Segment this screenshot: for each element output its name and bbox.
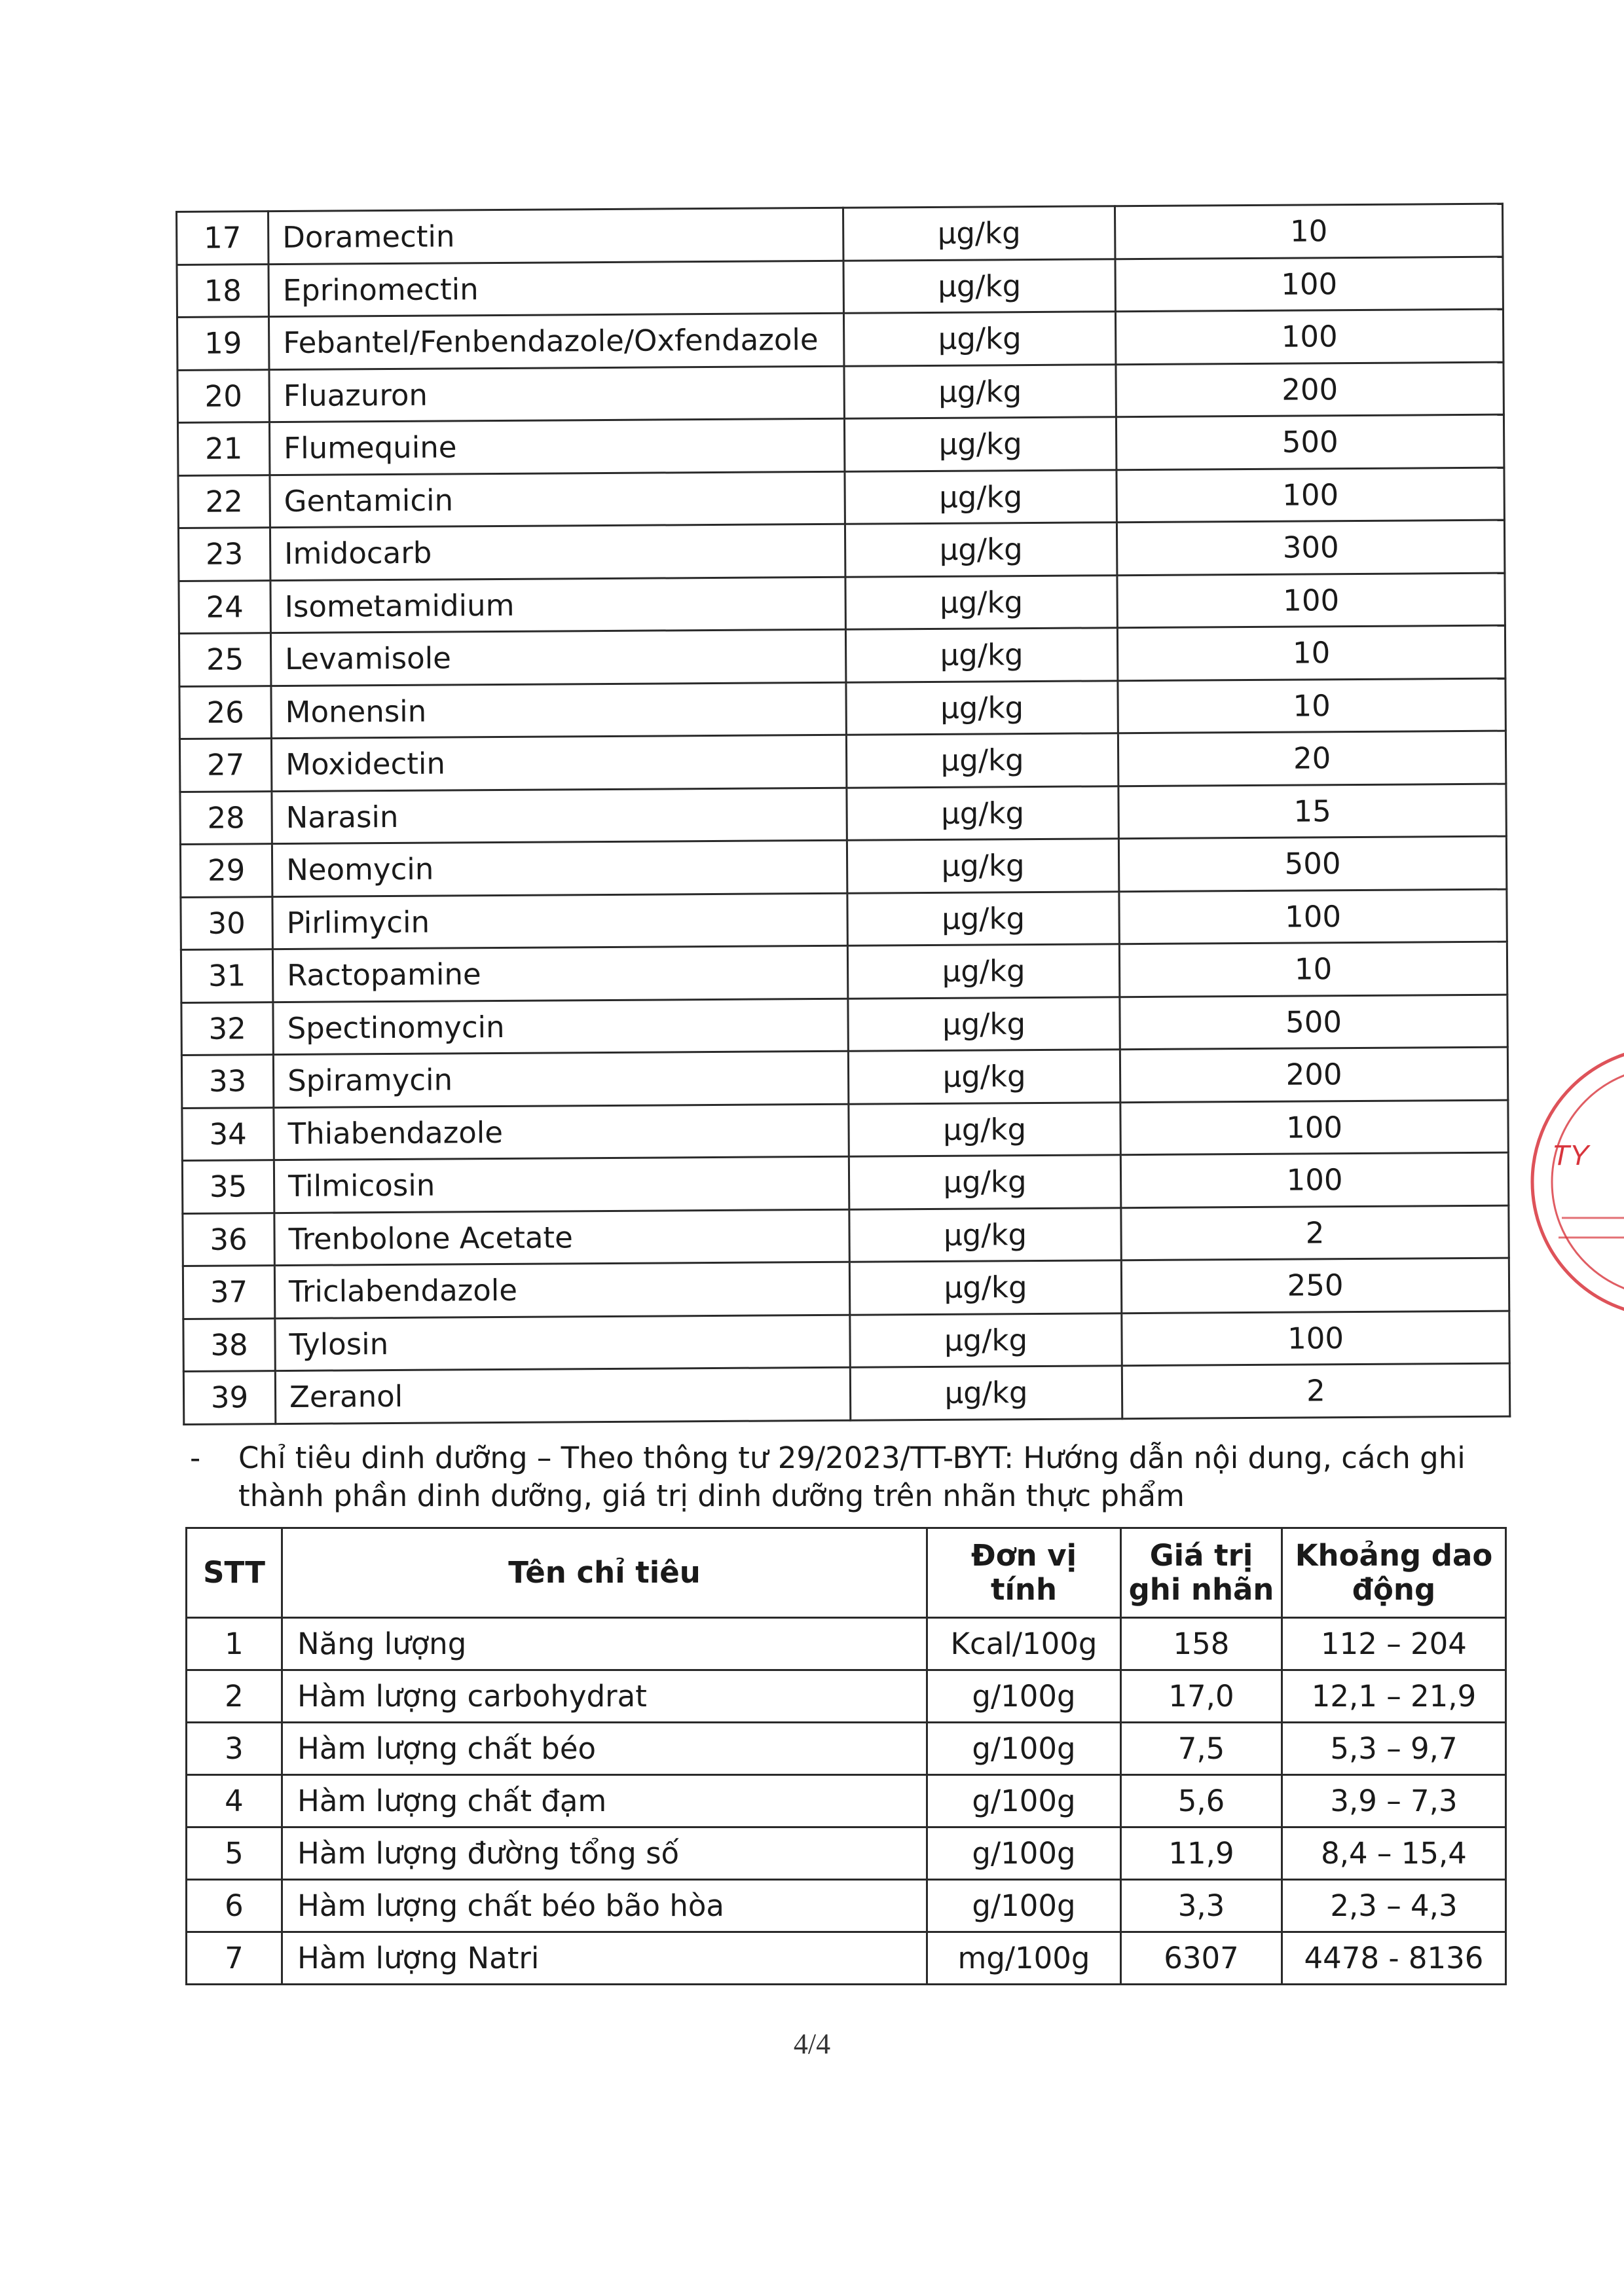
table-row <box>181 1047 1507 1108</box>
table-row <box>180 836 1506 897</box>
row-name: Doramectin <box>268 208 843 264</box>
row-unit: µg/kg <box>849 1207 1121 1262</box>
row-stt: 2 <box>187 1670 282 1723</box>
table-row <box>187 1618 1506 1670</box>
row-name: Ractopamine <box>272 946 847 1002</box>
table-row <box>182 1100 1508 1161</box>
row-name: Hàm lượng đường tổng số <box>282 1827 927 1880</box>
table-row <box>181 942 1507 1002</box>
row-name: Hàm lượng carbohydrat <box>282 1670 927 1723</box>
row-unit: µg/kg <box>844 364 1116 418</box>
table-row <box>181 889 1507 950</box>
row-unit: µg/kg <box>849 1155 1120 1209</box>
table-row <box>177 309 1503 370</box>
row-name: Spectinomycin <box>273 999 848 1055</box>
nutrition-note <box>190 1439 1506 1515</box>
table-row <box>187 1775 1506 1827</box>
row-stt: 36 <box>183 1213 274 1266</box>
row-range: 2,3 – 4,3 <box>1282 1880 1506 1932</box>
table-row <box>187 1827 1506 1880</box>
row-name: Spiramycin <box>273 1051 848 1107</box>
row-limit: 15 <box>1118 784 1506 839</box>
note-text: Chỉ tiêu dinh dưỡng – Theo thông tư 29/2023/TT-BYT: Hướng dẫn nội dung, cách ghi thành phần dinh dưỡng, giá trị dinh dưỡng trên nhãn thực phẩm <box>238 1441 1466 1513</box>
table-row <box>178 468 1504 528</box>
row-unit: g/100g <box>927 1775 1121 1827</box>
row-name: Tylosin <box>275 1315 850 1371</box>
row-unit: µg/kg <box>849 1260 1121 1315</box>
row-limit: 300 <box>1116 520 1504 575</box>
row-name: Eprinomectin <box>268 261 843 317</box>
row-stt: 25 <box>179 633 270 686</box>
row-stt: 38 <box>183 1318 275 1371</box>
header-name: Tên chỉ tiêu <box>282 1528 927 1618</box>
row-unit: µg/kg <box>850 1313 1122 1367</box>
page-number: 4/4 <box>793 2028 831 2060</box>
row-name: Neomycin <box>272 840 847 896</box>
row-unit: µg/kg <box>847 839 1118 893</box>
row-limit: 100 <box>1122 1311 1509 1366</box>
row-stt: 30 <box>181 896 272 949</box>
row-unit: µg/kg <box>848 1050 1120 1104</box>
header-unit-line2: tính <box>990 1572 1057 1607</box>
residue-limit-table <box>175 203 1511 1425</box>
table-row <box>177 257 1503 318</box>
row-limit: 10 <box>1118 678 1505 733</box>
row-name: Thiabendazole <box>274 1104 849 1160</box>
row-limit: 100 <box>1119 889 1507 944</box>
table-row <box>178 520 1504 581</box>
company-seal-stamp <box>1526 1041 1624 1329</box>
row-stt: 5 <box>187 1827 282 1880</box>
row-stt: 6 <box>187 1880 282 1932</box>
row-value: 5,6 <box>1121 1775 1282 1827</box>
header-unit <box>927 1528 1121 1618</box>
table-row <box>182 1152 1508 1213</box>
row-range: 5,3 – 9,7 <box>1282 1723 1506 1775</box>
seal-text: TY <box>1552 1139 1589 1171</box>
row-unit: g/100g <box>927 1880 1121 1932</box>
row-limit: 200 <box>1120 1047 1507 1102</box>
row-stt: 31 <box>181 949 272 1002</box>
row-unit: µg/kg <box>850 1366 1122 1420</box>
row-name: Năng lượng <box>282 1618 927 1670</box>
note-dash: - <box>190 1441 201 1475</box>
header-value <box>1121 1528 1282 1618</box>
table-row <box>187 1723 1506 1775</box>
row-limit: 100 <box>1115 309 1503 364</box>
row-stt: 33 <box>181 1055 273 1108</box>
row-limit: 10 <box>1115 204 1502 259</box>
row-stt: 20 <box>177 369 269 422</box>
table-row <box>187 1880 1506 1932</box>
row-unit: g/100g <box>927 1723 1121 1775</box>
header-value-line1: Giá trị <box>1149 1538 1253 1573</box>
row-name: Febantel/Fenbendazole/Oxfendazole <box>268 313 843 369</box>
header-range <box>1282 1528 1506 1618</box>
header-range-line2: động <box>1352 1572 1436 1607</box>
row-unit: Kcal/100g <box>927 1618 1121 1670</box>
row-value: 17,0 <box>1121 1670 1282 1723</box>
row-name: Imidocarb <box>270 524 845 580</box>
table-row <box>179 573 1505 634</box>
row-name: Narasin <box>272 788 847 844</box>
row-stt: 22 <box>178 475 270 528</box>
row-limit: 100 <box>1117 573 1505 628</box>
row-stt: 18 <box>177 264 268 317</box>
row-name: Levamisole <box>270 629 845 686</box>
row-limit: 10 <box>1117 625 1505 680</box>
header-range-line1: Khoảng dao <box>1295 1538 1493 1573</box>
row-name: Trenbolone Acetate <box>274 1209 849 1266</box>
row-unit: mg/100g <box>927 1932 1121 1985</box>
row-unit: µg/kg <box>845 523 1116 577</box>
header-value-line2: ghi nhãn <box>1128 1572 1274 1607</box>
row-stt: 39 <box>183 1371 275 1424</box>
row-limit: 20 <box>1118 731 1505 786</box>
row-stt: 24 <box>179 580 270 633</box>
table-row <box>179 678 1505 739</box>
row-name: Zeranol <box>275 1367 850 1423</box>
row-stt: 28 <box>180 791 272 844</box>
row-unit: g/100g <box>927 1670 1121 1723</box>
row-unit: µg/kg <box>847 786 1118 840</box>
row-stt: 3 <box>187 1723 282 1775</box>
row-stt: 23 <box>178 528 270 581</box>
row-unit: µg/kg <box>845 469 1116 524</box>
table-row <box>179 731 1505 792</box>
row-stt: 37 <box>183 1266 274 1319</box>
row-value: 6307 <box>1121 1932 1282 1985</box>
row-limit: 500 <box>1118 836 1506 891</box>
row-name: Monensin <box>271 682 846 739</box>
table-row <box>187 1932 1506 1985</box>
row-unit: µg/kg <box>847 944 1119 999</box>
row-limit: 100 <box>1115 257 1503 312</box>
row-name: Isometamidium <box>270 577 845 633</box>
table-row <box>183 1205 1509 1266</box>
row-unit: µg/kg <box>849 1102 1120 1156</box>
row-limit: 10 <box>1119 942 1507 997</box>
row-stt: 35 <box>182 1160 274 1213</box>
row-stt: 21 <box>177 422 269 475</box>
row-stt: 1 <box>187 1618 282 1670</box>
header-stt: STT <box>187 1528 282 1618</box>
row-limit: 500 <box>1116 414 1504 469</box>
row-range: 8,4 – 15,4 <box>1282 1827 1506 1880</box>
header-unit-line1: Đơn vị <box>970 1538 1077 1573</box>
row-unit: µg/kg <box>843 206 1115 261</box>
row-limit: 2 <box>1121 1205 1509 1260</box>
row-name: Hàm lượng chất đạm <box>282 1775 927 1827</box>
row-unit: µg/kg <box>844 417 1116 471</box>
row-limit: 500 <box>1120 995 1507 1050</box>
row-unit: µg/kg <box>846 680 1118 735</box>
row-unit: µg/kg <box>848 997 1120 1051</box>
table-row <box>177 204 1503 265</box>
row-limit: 100 <box>1120 1100 1508 1155</box>
table-row <box>177 414 1504 475</box>
table-row <box>180 784 1506 845</box>
row-name: Triclabendazole <box>274 1262 849 1318</box>
row-stt: 27 <box>179 739 271 792</box>
row-name: Hàm lượng chất béo <box>282 1723 927 1775</box>
row-unit: µg/kg <box>845 628 1117 682</box>
row-stt: 34 <box>182 1107 274 1160</box>
row-value: 11,9 <box>1121 1827 1282 1880</box>
row-unit: µg/kg <box>845 575 1117 629</box>
row-stt: 19 <box>177 317 268 370</box>
row-unit: g/100g <box>927 1827 1121 1880</box>
table-row <box>183 1311 1509 1372</box>
nutrition-table <box>185 1527 1507 1985</box>
row-stt: 26 <box>179 686 271 739</box>
row-unit: µg/kg <box>843 259 1115 313</box>
row-unit: µg/kg <box>843 312 1115 366</box>
row-range: 4478 - 8136 <box>1282 1932 1506 1985</box>
row-name: Pirlimycin <box>272 893 847 949</box>
row-unit: µg/kg <box>847 891 1119 946</box>
row-name: Hàm lượng chất béo bão hòa <box>282 1880 927 1932</box>
row-limit: 250 <box>1121 1258 1509 1313</box>
table-row <box>177 362 1504 423</box>
row-name: Tilmicosin <box>274 1156 849 1213</box>
row-name: Gentamicin <box>270 471 845 528</box>
table-row <box>179 625 1505 686</box>
table-row <box>187 1670 1506 1723</box>
row-name: Fluazuron <box>269 366 844 422</box>
row-unit: µg/kg <box>846 733 1118 788</box>
table-row <box>183 1258 1509 1319</box>
row-name: Hàm lượng Natri <box>282 1932 927 1985</box>
row-name: Moxidectin <box>271 735 846 791</box>
table-row <box>181 995 1507 1056</box>
row-limit: 2 <box>1122 1363 1509 1418</box>
seal-circle-icon <box>1526 1041 1624 1329</box>
table-row <box>183 1363 1509 1424</box>
nutrition-header-row <box>187 1528 1506 1618</box>
row-stt: 29 <box>180 844 272 897</box>
row-limit: 200 <box>1116 362 1504 417</box>
row-limit: 100 <box>1120 1152 1508 1207</box>
row-stt: 32 <box>181 1002 273 1055</box>
row-stt: 7 <box>187 1932 282 1985</box>
row-value: 3,3 <box>1121 1880 1282 1932</box>
row-stt: 4 <box>187 1775 282 1827</box>
row-value: 158 <box>1121 1618 1282 1670</box>
row-range: 3,9 – 7,3 <box>1282 1775 1506 1827</box>
row-value: 7,5 <box>1121 1723 1282 1775</box>
row-limit: 100 <box>1116 468 1504 523</box>
row-range: 112 – 204 <box>1282 1618 1506 1670</box>
row-range: 12,1 – 21,9 <box>1282 1670 1506 1723</box>
row-name: Flumequine <box>269 418 844 475</box>
row-stt: 17 <box>177 211 268 265</box>
